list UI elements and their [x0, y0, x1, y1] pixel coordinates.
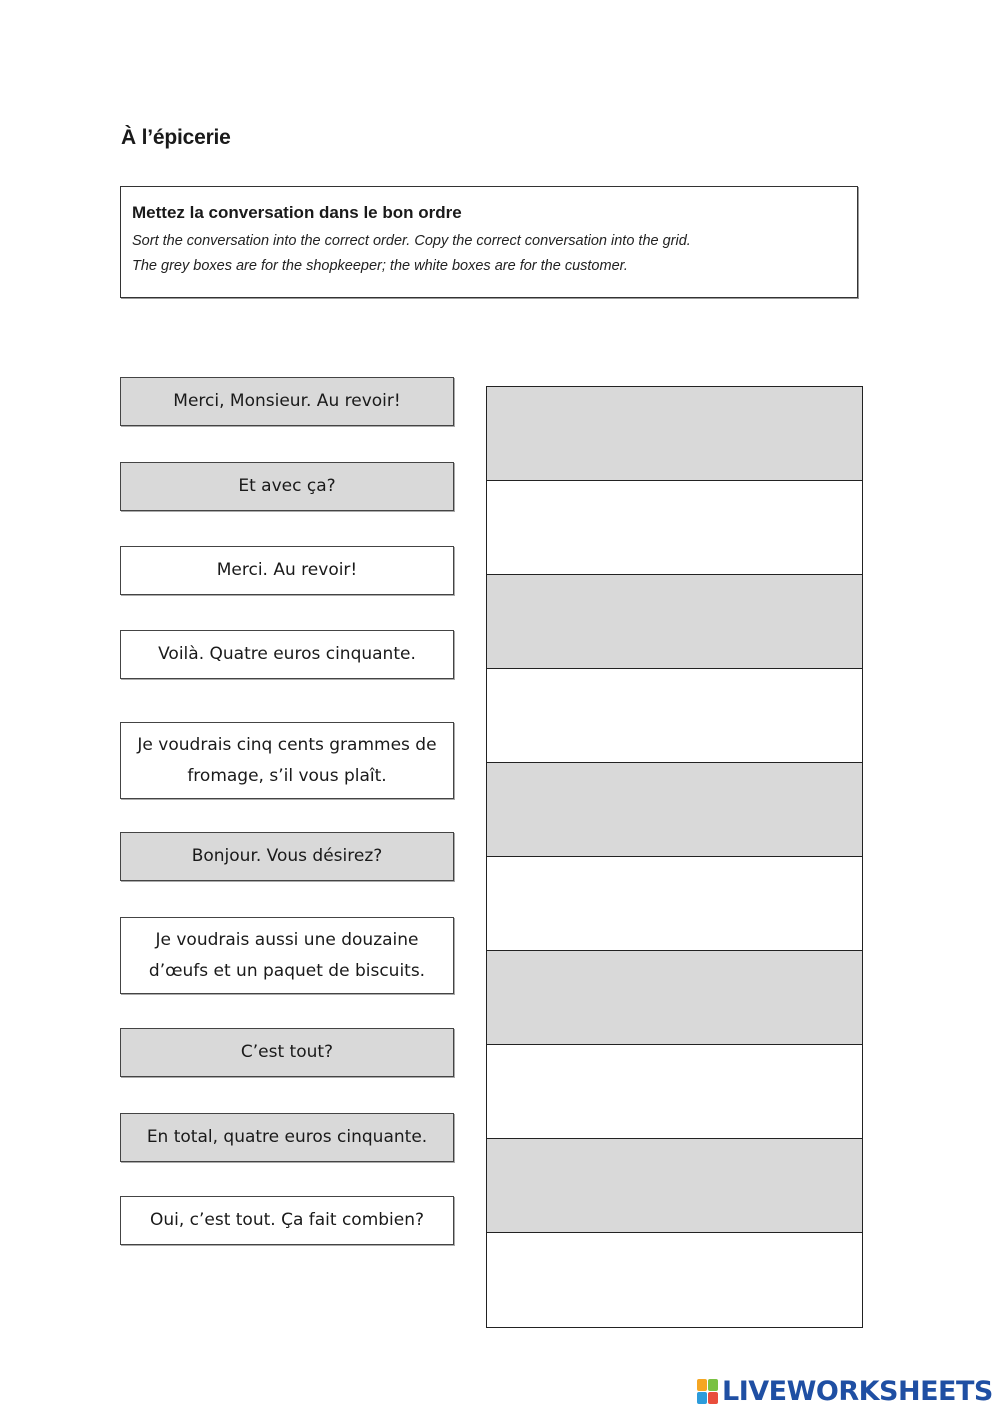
answer-slot-1[interactable]: [487, 387, 862, 481]
answer-slot-5[interactable]: [487, 763, 862, 857]
phrase-card[interactable]: Je voudrais cinq cents grammes de fromage, s’il vous plaît.: [120, 722, 454, 799]
phrase-card[interactable]: Merci, Monsieur. Au revoir!: [120, 377, 454, 426]
answer-grid: [486, 386, 863, 1328]
answer-slot-6[interactable]: [487, 857, 862, 951]
instructions-line-2: The grey boxes are for the shopkeeper; the white boxes are for the customer.: [132, 258, 628, 274]
answer-slot-2[interactable]: [487, 481, 862, 575]
instructions-box: [120, 186, 858, 298]
phrase-card[interactable]: Et avec ça?: [120, 462, 454, 511]
answer-slot-7[interactable]: [487, 951, 862, 1045]
brand-name: LIVEWORKSHEETS: [722, 1376, 993, 1407]
liveworksheets-logo-icon: [697, 1379, 719, 1405]
instructions-line-1: Sort the conversation into the correct order. Copy the correct conversation into the grid.: [132, 233, 691, 249]
phrase-card[interactable]: Bonjour. Vous désirez?: [120, 832, 454, 881]
phrase-card[interactable]: C’est tout?: [120, 1028, 454, 1077]
phrase-card[interactable]: Voilà. Quatre euros cinquante.: [120, 630, 454, 679]
phrase-card[interactable]: Je voudrais aussi une douzaine d’œufs et un paquet de biscuits.: [120, 917, 454, 994]
answer-slot-9[interactable]: [487, 1139, 862, 1233]
phrase-card[interactable]: Oui, c’est tout. Ça fait combien?: [120, 1196, 454, 1245]
answer-slot-3[interactable]: [487, 575, 862, 669]
answer-slot-10[interactable]: [487, 1233, 862, 1327]
answer-slot-4[interactable]: [487, 669, 862, 763]
instructions-heading: Mettez la conversation dans le bon ordre: [132, 203, 462, 222]
page-title: À l’épicerie: [121, 126, 231, 149]
liveworksheets-brand[interactable]: [697, 1376, 993, 1407]
phrase-card[interactable]: En total, quatre euros cinquante.: [120, 1113, 454, 1162]
answer-slot-8[interactable]: [487, 1045, 862, 1139]
phrase-card[interactable]: Merci. Au revoir!: [120, 546, 454, 595]
